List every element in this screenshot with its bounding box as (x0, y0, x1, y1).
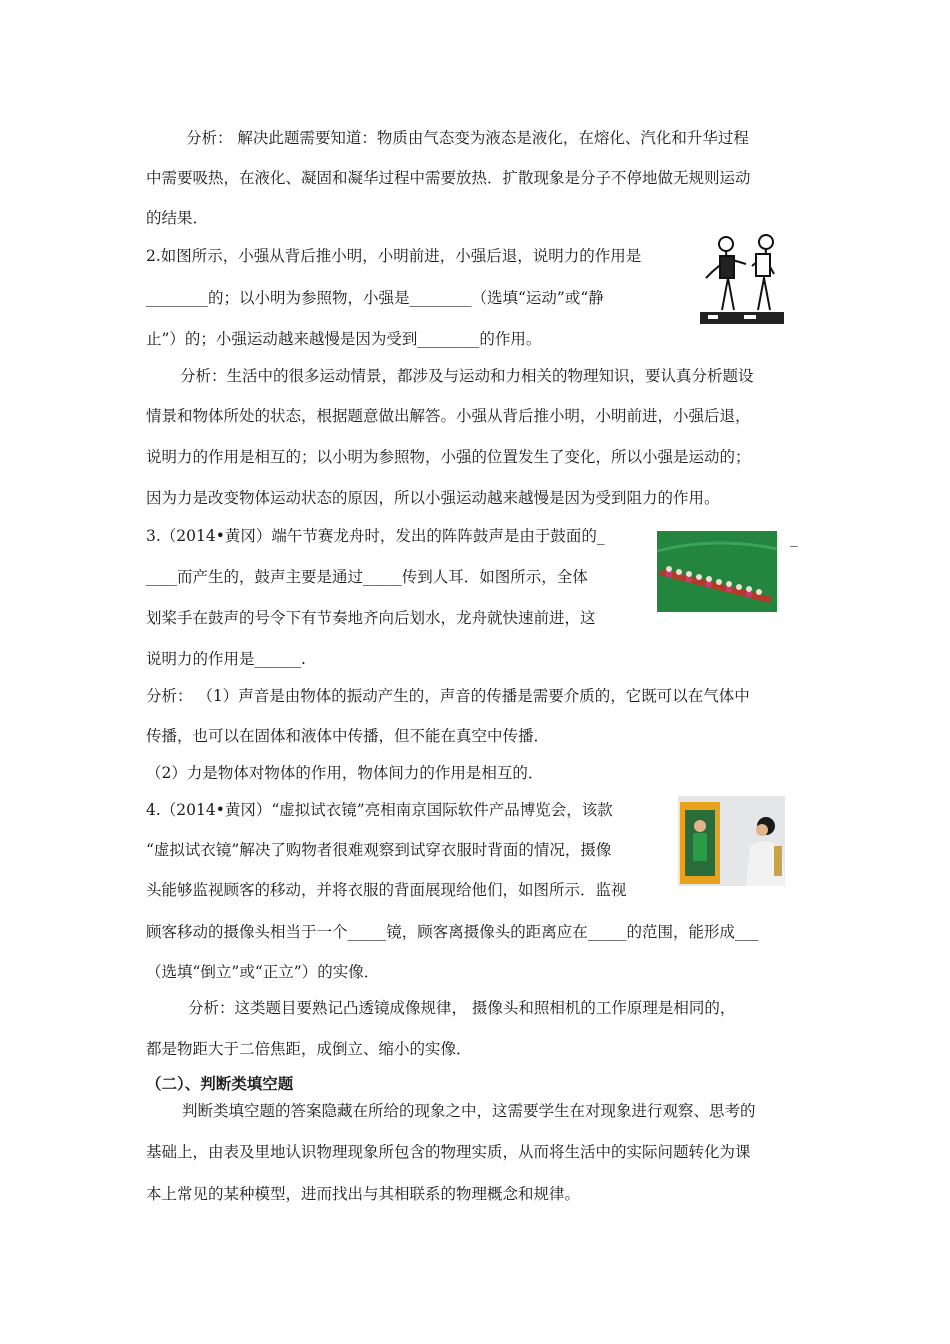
q3-line-2: ____而产生的，鼓声主要是通过_____传到人耳．如图所示，全体 (146, 568, 588, 586)
q2-line-1: 2.如图所示，小强从背后推小明，小明前进，小强后退，说明力的作用是 (146, 247, 642, 265)
section-heading: （二）、判断类填空题 (146, 1075, 294, 1093)
dragon-boat-photo (657, 531, 777, 612)
q4-line-4: 顾客移动的摄像头相当于一个_____镜，顾客离摄像头的距离应在_____的范围，能形成___ (146, 923, 759, 941)
q2-analysis-line-4: 因为力是改变物体运动状态的原因，所以小强运动越来越慢是因为受到阻力的作用。 (146, 489, 720, 507)
section-body-line-2: 基础上，由表及里地认识物理现象所包含的物理实质，从而将生活中的实际问题转化为课 (146, 1143, 751, 1161)
q2-line-3: 止”）的；小强运动越来越慢是因为受到________的作用。 (146, 330, 542, 348)
q4-analysis-line-2: 都是物距大于二倍焦距，成倒立、缩小的实像． (146, 1040, 472, 1058)
pushing-boys-figure (698, 228, 786, 328)
q2-line-2: ________的；以小明为参照物，小强是________（选填“运动”或“静 (146, 289, 604, 307)
analysis1-line-1: 分析： 解决此题需要知道：物质由气态变为液态是液化，在熔化、汽化和升华过程 (186, 129, 749, 147)
analysis1-line-2: 中需要吸热，在液化、凝固和凝华过程中需要放热．扩散现象是分子不停地做无规则运动 (146, 169, 751, 187)
q3-analysis-line-3: （2）力是物体对物体的作用，物体间力的作用是相互的． (146, 764, 544, 782)
q4-line-3: 头能够监视顾客的移动，并将衣服的背面展现给他们，如图所示．监视 (146, 881, 627, 899)
q3-trailing-blank: _ (790, 529, 798, 547)
section-body-line-1: 判断类填空题的答案隐藏在所给的现象之中，这需要学生在对现象进行观察、思考的 (182, 1102, 756, 1120)
q3-line-4: 说明力的作用是______. (146, 650, 306, 668)
q2-analysis-line-1: 分析：生活中的很多运动情景，都涉及与运动和力相关的物理知识，要认真分析题设 (180, 367, 754, 385)
q4-line-1: 4.（2014•黄冈）“虚拟试衣镜”亮相南京国际软件产品博览会，该款 (146, 801, 613, 819)
q3-analysis-line-1: 分析： （1）声音是由物体的振动产生的，声音的传播是需要介质的，它既可以在气体中 (146, 687, 750, 705)
dragon-boat-drawing (657, 531, 777, 612)
q4-analysis-line-1: 分析：这类题目要熟记凸透镜成像规律， 摄像头和照相机的工作原理是相同的， (188, 999, 736, 1017)
virtual-mirror-photo (678, 796, 785, 886)
q2-analysis-line-3: 说明力的作用是相互的；以小明为参照物，小强的位置发生了变化，所以小强是运动的； (146, 448, 751, 466)
virtual-mirror-drawing (678, 796, 785, 886)
analysis1-line-3: 的结果． (146, 209, 209, 227)
q4-line-2: “虚拟试衣镜”解决了购物者很难观察到试穿衣服时背面的情况，摄像 (146, 841, 612, 859)
pushing-boys-drawing (698, 228, 786, 328)
q2-analysis-line-2: 情景和物体所处的状态，根据题意做出解答。小强从背后推小明，小明前进，小强后退， (146, 407, 751, 425)
q3-line-3: 划桨手在鼓声的号令下有节奏地齐向后划水，龙舟就快速前进，这 (146, 609, 596, 627)
q3-line-1: 3.（2014•黄冈）端午节赛龙舟时，发出的阵阵鼓声是由于鼓面的_ (146, 527, 605, 545)
q4-line-5: （选填“倒立”或“正立”）的实像． (146, 963, 380, 981)
section-body-line-3: 本上常见的某种模型，进而找出与其相联系的物理概念和规律。 (146, 1185, 581, 1203)
q3-analysis-line-2: 传播，也可以在固体和液体中传播，但不能在真空中传播． (146, 727, 550, 745)
